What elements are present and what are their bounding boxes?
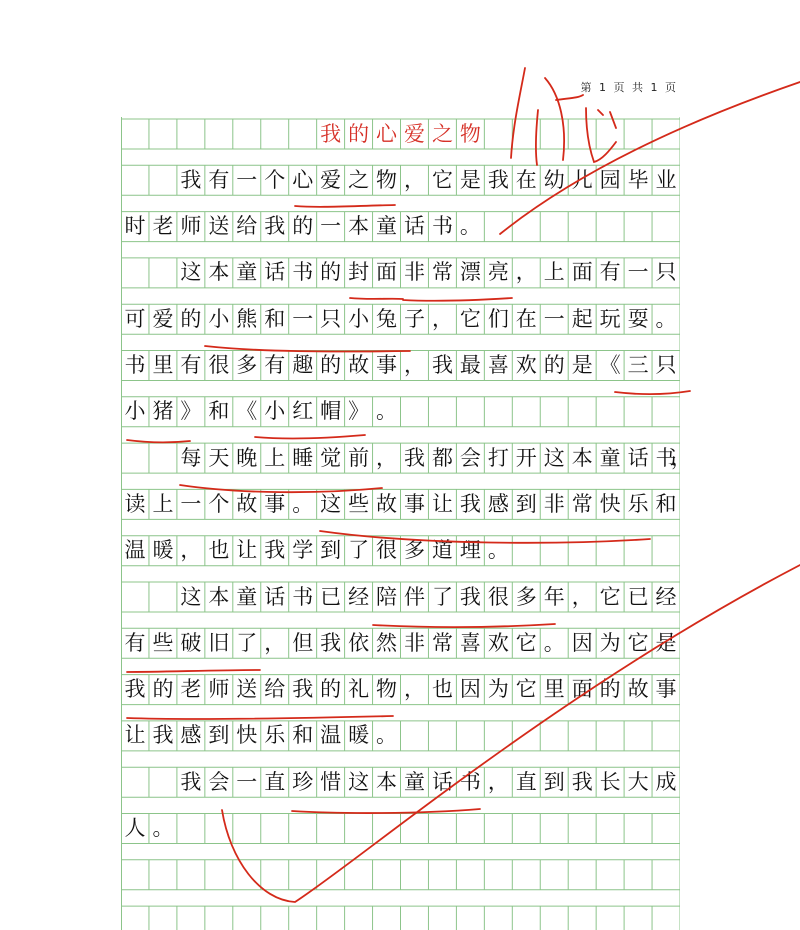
text-char: 睡 [292,445,314,470]
text-char: 童 [376,214,398,239]
text-char: 本 [208,260,230,285]
text-char: 有 [208,167,230,192]
text-char: 兔 [376,306,398,331]
text-char: 因 [459,677,481,702]
text-char: 到 [543,769,565,794]
title-char: 爱 [404,121,425,146]
text-char: 熊 [236,306,258,331]
text-char: 话 [431,769,453,794]
text-char: 也 [431,677,453,702]
text-char: 》 [180,399,202,424]
text-char: 漂 [459,260,481,285]
text-char: 暖 [348,723,370,748]
text-char: 小 [348,306,370,331]
text-char: 。 [376,723,398,748]
text-char: 。 [543,630,565,655]
text-char: 猪 [152,399,174,424]
text-char: 书 [292,584,314,609]
text-char: ， [404,167,425,192]
text-char: 经 [655,584,677,609]
text-char: 师 [208,677,230,702]
text-char: 送 [208,214,230,239]
text-char: 珍 [292,769,314,794]
text-char: 我 [459,584,481,609]
text-char: 只 [655,353,677,377]
text-char: 的 [599,677,621,702]
text-char: 是 [459,167,481,192]
text-char: 这 [180,260,202,285]
text-char: 有 [599,260,621,285]
text-char: 话 [627,445,649,470]
text-char: 会 [208,769,230,794]
text-char: 书 [431,214,453,239]
text-char: 它 [515,677,537,702]
text-char: 常 [571,491,593,516]
text-char: 非 [404,260,425,285]
text-char: 很 [487,584,509,609]
text-char: 起 [571,306,593,331]
text-char: ， [670,445,692,470]
text-char: 它 [599,584,621,609]
text-char: 书 [292,260,314,285]
text-char: 我 [264,538,286,563]
text-char: 读 [124,491,146,516]
text-char: 。 [376,399,398,424]
text-char: 书 [655,445,677,470]
text-char: 爱 [152,306,174,331]
text-char: 我 [459,491,481,516]
text-char: 师 [180,214,202,239]
text-char: 。 [292,491,314,516]
text-char: 会 [459,445,481,470]
text-char: 只 [320,306,342,331]
text-char: 它 [459,306,481,331]
text-char: 的 [152,677,174,702]
text-char: 本 [376,769,398,794]
text-char: 趣 [292,353,314,377]
text-char: 》 [348,399,370,424]
text-char: 有 [264,353,286,377]
text-char: 是 [571,353,593,377]
text-char: 但 [292,630,314,655]
text-char: 快 [599,491,621,516]
text-char: 业 [655,167,677,192]
text-char: 让 [124,723,146,748]
title-char: 的 [348,121,370,146]
text-char: 在 [515,167,537,192]
text-char: 为 [487,677,509,702]
text-char: 因 [571,630,593,655]
text-char: 书 [459,769,481,794]
text-char: 前 [348,445,370,470]
text-char: 个 [208,491,230,516]
text-char: 三 [627,353,649,377]
text-char: 幼 [543,167,565,192]
text-char: 感 [180,723,202,748]
text-char: 我 [180,167,202,192]
text-char: 每 [180,445,202,470]
text-char: ， [404,353,425,377]
text-char: 我 [180,769,202,794]
text-char: 有 [180,353,202,377]
text-char: 喜 [459,630,481,655]
text-char: 感 [487,491,509,516]
page-number: 第 1 页 共 1 页 [580,81,678,94]
text-char: 给 [236,214,258,239]
text-char: 直 [515,769,537,794]
text-char: 面 [571,677,593,702]
text-char: 天 [208,445,230,470]
text-char: ， [515,260,537,285]
text-char: 觉 [320,445,342,470]
text-char: 快 [236,723,258,748]
text-char: 欢 [487,630,509,655]
text-char: 一 [543,306,565,331]
text-char: 。 [459,214,481,239]
text-char: 打 [487,445,509,470]
text-char: 都 [431,445,453,470]
text-char: 我 [124,677,146,702]
text-char: 我 [404,445,425,470]
text-char: 学 [292,538,314,563]
text-char: 耍 [627,306,649,331]
text-char: 玩 [599,306,621,331]
text-char: 故 [348,353,370,377]
text-char: 长 [599,769,621,794]
text-char: 小 [208,306,230,331]
text-char: 非 [404,630,425,655]
text-char: 道 [431,538,453,563]
text-char: 。 [655,306,677,331]
text-char: 很 [208,353,230,377]
text-char: 面 [376,260,398,285]
text-char: 直 [264,769,286,794]
text-char: 儿 [571,167,593,192]
text-char: 破 [180,630,202,655]
text-char: 多 [236,353,258,377]
text-char: 的 [292,214,314,239]
text-char: 。 [152,816,174,840]
text-char: 只 [655,260,677,285]
text-char: 童 [599,445,621,470]
text-char: 故 [627,677,649,702]
text-char: 一 [180,491,202,516]
text-char: 理 [459,538,481,563]
text-char: 陪 [376,584,398,609]
text-char: 本 [208,584,230,609]
text-char: 书 [124,353,146,377]
text-char: 礼 [348,677,370,702]
text-char: 送 [236,677,258,702]
text-char: 小 [264,399,286,424]
text-char: 话 [264,260,286,285]
text-char: 然 [376,630,398,655]
text-char: 的 [180,306,202,331]
text-char: 到 [320,538,342,563]
text-char: 这 [180,584,202,609]
text-char: 和 [264,306,286,331]
text-char: 这 [320,491,342,516]
text-char: 温 [320,723,342,748]
text-char: 年 [543,584,565,609]
text-char: 它 [627,630,649,655]
text-char: ， [264,630,286,655]
title-char: 物 [459,121,481,146]
text-char: 喜 [487,353,509,377]
text-char: 这 [543,445,565,470]
text-char: 老 [152,214,174,239]
text-char: 上 [543,260,565,285]
text-char: 些 [152,630,174,655]
text-char: 上 [152,491,174,516]
text-char: 多 [515,584,537,609]
text-char: 开 [515,445,537,470]
text-char: 了 [431,584,453,609]
text-char: 它 [431,167,453,192]
text-char: 亮 [487,260,509,285]
text-char: 本 [571,445,593,470]
text-char: 封 [348,260,370,285]
text-char: 上 [264,445,286,470]
text-char: 里 [152,353,174,377]
text-char: 的 [543,353,565,377]
text-char: 我 [431,353,453,377]
text-char: ， [571,584,593,609]
text-char: 有 [124,630,146,655]
text-char: 伴 [404,584,425,609]
text-char: 依 [348,630,370,655]
text-char: 物 [376,167,398,192]
text-char: 多 [404,538,425,563]
text-char: 乐 [627,491,649,516]
text-char: 红 [292,399,314,424]
text-char: 童 [236,584,258,609]
text-char: 里 [543,677,565,702]
text-char: 和 [292,723,314,748]
composition-grid-paper [121,117,692,930]
text-char: 《 [236,399,258,424]
text-char: 了 [236,630,258,655]
text-char: 这 [348,769,370,794]
text-char: 童 [236,260,258,285]
text-char: 乐 [264,723,286,748]
text-char: 一 [236,167,258,192]
text-char: 的 [320,260,342,285]
text-char: 爱 [320,167,342,192]
text-char: 我 [571,769,593,794]
text-char: 事 [376,353,398,377]
text-char: 已 [320,584,342,609]
text-char: 为 [599,630,621,655]
text-char: 心 [292,167,314,192]
text-char: 事 [404,491,425,516]
text-char: 惜 [320,769,342,794]
text-char: 物 [376,677,398,702]
text-char: 我 [264,214,286,239]
text-char: 面 [571,260,593,285]
text-char: 一 [320,214,342,239]
text-char: 欢 [515,353,537,377]
text-char: 到 [208,723,230,748]
text-char: 让 [431,491,453,516]
text-char: 事 [655,677,677,702]
text-char: 也 [208,538,230,563]
text-char: 让 [236,538,258,563]
text-char: 老 [180,677,202,702]
text-char: 子 [404,306,425,331]
text-char: 小 [124,399,146,424]
text-char: 话 [404,214,425,239]
text-char: 《 [599,353,621,377]
text-char: 人 [124,816,146,840]
text-char: 一 [627,260,649,285]
text-char: 个 [264,167,286,192]
text-char: 我 [320,630,342,655]
text-char: 到 [515,491,537,516]
text-char: 故 [236,491,258,516]
text-char: ， [376,445,398,470]
text-char: 它 [515,630,537,655]
text-char: 温 [124,538,146,563]
text-char: 的 [320,677,342,702]
text-char: 事 [264,491,286,516]
text-char: 之 [348,167,370,192]
text-char: 些 [348,491,370,516]
text-char: ， [431,306,453,331]
text-char: 我 [152,723,174,748]
text-char: 话 [264,584,286,609]
text-char: 和 [208,399,230,424]
title-char: 心 [376,121,398,146]
text-char: 最 [459,353,481,377]
text-char: 经 [348,584,370,609]
text-char: 我 [487,167,509,192]
text-char: 时 [124,214,146,239]
text-char: 是 [655,630,677,655]
text-char: ， [180,538,202,563]
text-char: 童 [404,769,425,794]
text-char: 的 [320,353,342,377]
text-char: 给 [264,677,286,702]
text-char: 常 [431,260,453,285]
text-char: 成 [655,769,677,794]
text-char: 本 [348,214,370,239]
text-char: 在 [515,306,537,331]
text-char: 了 [348,538,370,563]
text-char: ， [487,769,509,794]
text-char: 大 [627,769,649,794]
text-char: 一 [236,769,258,794]
text-char: 暖 [152,538,174,563]
text-char: 非 [543,491,565,516]
text-char: 们 [487,306,509,331]
text-char: 旧 [208,630,230,655]
text-char: 晚 [236,445,258,470]
text-char: 可 [124,306,146,331]
text-char: 常 [431,630,453,655]
text-char: 我 [292,677,314,702]
text-char: 很 [376,538,398,563]
title-char: 之 [431,121,453,146]
title-char: 我 [320,121,342,146]
text-char: 帽 [320,399,342,424]
text-char: 一 [292,306,314,331]
text-char: 和 [655,491,677,516]
text-char: ， [404,677,425,702]
text-char: 毕 [627,167,649,192]
text-char: 已 [627,584,649,609]
text-char: 。 [487,538,509,563]
text-char: 园 [599,167,621,192]
text-char: 故 [376,491,398,516]
